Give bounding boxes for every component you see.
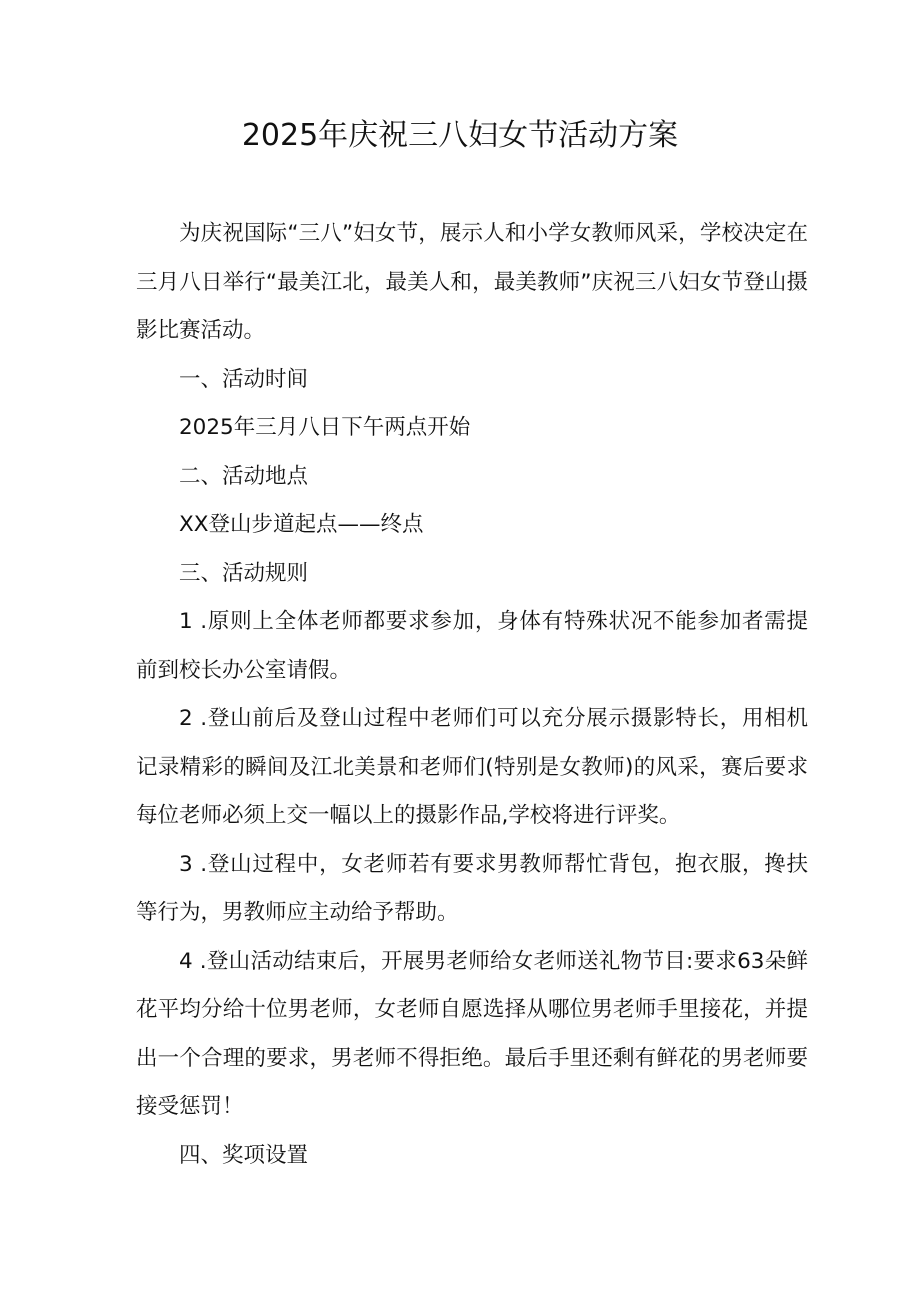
document-title: 2025年庆祝三八妇女节活动方案: [241, 118, 679, 153]
section-heading-awards: 四、奖项设置: [179, 1142, 309, 1168]
document-body: [136, 210, 808, 1180]
paragraph-time: 2025年三月八日下午两点开始: [179, 415, 471, 440]
section-heading-time: 一、活动时间: [179, 366, 309, 392]
paragraph-intro: 为庆祝国际“三八”妇女节，展示人和小学女教师风采，学校决定在三月八日举行“最美江北，最美人和，最美教师”庆祝三八妇女节登山摄影比赛活动。: [136, 221, 808, 343]
paragraph-rule-4: 4 .登山活动结束后，开展男老师给女老师送礼物节目:要求63朵鲜花平均分给十位男老师，女老师自愿选择从哪位男老师手里接花，并提出一个合理的要求，男老师不得拒绝。最后手里还剩有鲜花的男老师要接受惩罚！: [136, 948, 808, 1119]
section-heading-rules: 三、活动规则: [179, 560, 309, 586]
paragraph-rule-1: 1 .原则上全体老师都要求参加，身体有特殊状况不能参加者需提前到校长办公室请假。: [136, 609, 808, 683]
paragraph-location: XX登山步道起点——终点: [179, 512, 424, 537]
section-heading-location: 二、活动地点: [179, 463, 309, 489]
paragraph-rule-3: 3 .登山过程中，女老师若有要求男教师帮忙背包，抱衣服，搀扶等行为，男教师应主动给予帮助。: [136, 851, 808, 925]
paragraph-rule-2: 2 .登山前后及登山过程中老师们可以充分展示摄影特长，用相机记录精彩的瞬间及江北美景和老师们(特别是女教师)的风采，赛后要求每位老师必须上交一幅以上的摄影作品,学校将进行评奖。: [136, 706, 808, 828]
